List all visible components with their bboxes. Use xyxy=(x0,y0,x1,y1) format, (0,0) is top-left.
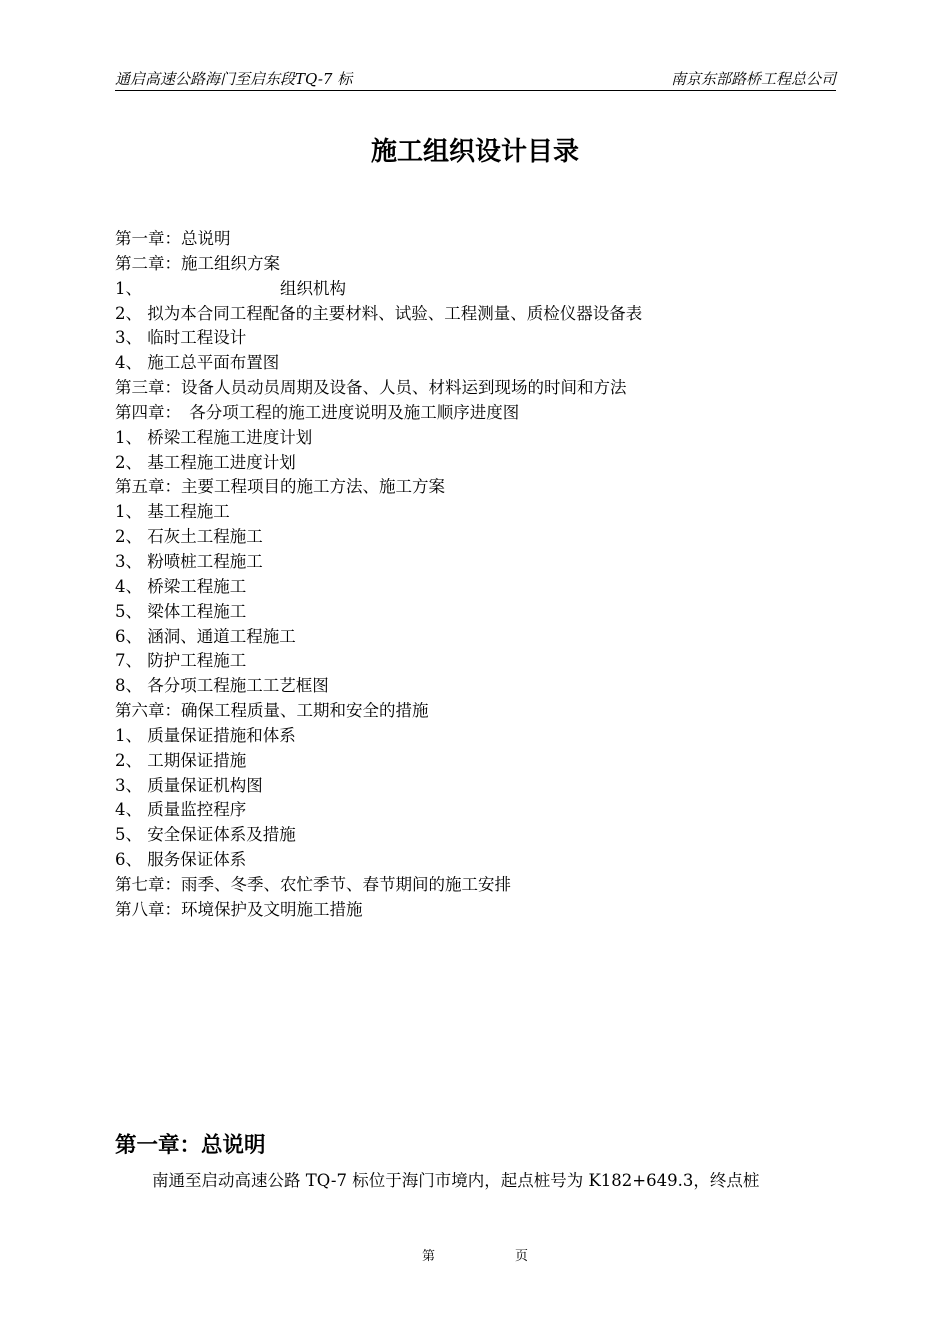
toc-entry-number: 7、 xyxy=(115,651,142,671)
toc-entry-number: 6、 xyxy=(115,626,142,646)
toc-entry xyxy=(115,898,840,923)
toc-entry-number: 2、 xyxy=(115,452,142,472)
toc-entry-text: 各分项工程施工工艺框图 xyxy=(147,676,329,696)
toc-entry xyxy=(115,525,840,550)
header-company-name: 南京东部路桥工程总公司 xyxy=(670,70,836,88)
toc-entry-text: 基工程施工 xyxy=(147,502,230,522)
toc-entry-text: 服务保证体系 xyxy=(147,850,247,870)
toc-entry-text: 第八章：环境保护及文明施工措施 xyxy=(115,899,363,919)
toc-entry xyxy=(115,451,840,476)
toc-entry xyxy=(115,401,840,426)
toc-entry xyxy=(115,302,840,327)
toc-entry xyxy=(115,550,840,575)
table-of-contents xyxy=(115,227,840,923)
toc-entry-text: 桥梁工程施工进度计划 xyxy=(147,427,313,447)
toc-entry-text: 粉喷桩工程施工 xyxy=(147,551,263,571)
toc-entry xyxy=(115,774,840,799)
toc-entry xyxy=(115,252,840,277)
toc-entry-text: 梁体工程施工 xyxy=(147,601,247,621)
toc-entry xyxy=(115,277,840,302)
toc-entry-text: 第四章： 各分项工程的施工进度说明及施工顺序进度图 xyxy=(115,402,520,422)
toc-entry-number: 4、 xyxy=(115,353,142,373)
toc-entry-number: 2、 xyxy=(115,750,142,770)
toc-entry-text: 施工总平面布置图 xyxy=(147,353,280,373)
toc-entry-number: 2、 xyxy=(115,527,142,547)
toc-entry xyxy=(115,326,840,351)
toc-entry xyxy=(115,699,840,724)
toc-entry-text: 组织机构 xyxy=(280,278,346,298)
toc-entry-number: 5、 xyxy=(115,825,142,845)
toc-entry-text: 第三章：设备人员动员周期及设备、人员、材料运到现场的时间和方法 xyxy=(115,378,627,398)
toc-entry-number: 1、 xyxy=(115,725,142,745)
toc-entry-number: 1、 xyxy=(115,278,142,298)
toc-entry-text: 第一章：总说明 xyxy=(115,229,231,248)
chapter-heading: 第一章：总说明 xyxy=(115,1133,266,1158)
toc-entry-text: 第七章：雨季、冬季、农忙季节、春节期间的施工安排 xyxy=(115,874,511,894)
toc-entry xyxy=(115,823,840,848)
toc-entry-number: 3、 xyxy=(115,775,142,795)
toc-entry-number: 1、 xyxy=(115,502,142,522)
toc-entry xyxy=(115,749,840,774)
toc-entry-text: 工期保证措施 xyxy=(147,750,247,770)
page-header xyxy=(115,68,836,91)
toc-entry xyxy=(115,674,840,699)
toc-entry-text: 涵洞、通道工程施工 xyxy=(147,626,296,646)
toc-entry-text: 临时工程设计 xyxy=(147,328,247,348)
toc-entry xyxy=(115,575,840,600)
toc-entry xyxy=(115,475,840,500)
body-paragraph: 南通至启动高速公路 TQ-7 标位于海门市境内，起点桩号为 K182+649.3，终点桩 xyxy=(152,1171,760,1190)
toc-entry-number: 3、 xyxy=(115,551,142,571)
toc-entry-text: 质量保证机构图 xyxy=(147,775,263,795)
toc-entry xyxy=(115,500,840,525)
toc-entry xyxy=(115,227,840,252)
footer-page-suffix: 页 xyxy=(515,1249,529,1264)
toc-entry-text: 拟为本合同工程配备的主要材料、试验、工程测量、质检仪器设备表 xyxy=(147,303,643,323)
toc-entry-text: 防护工程施工 xyxy=(147,651,247,671)
document-title: 施工组织设计目录 xyxy=(370,137,579,167)
toc-entry xyxy=(115,351,840,376)
toc-entry-text: 第五章：主要工程项目的施工方法、施工方案 xyxy=(115,477,445,497)
toc-entry xyxy=(115,625,840,650)
toc-entry-text: 质量监控程序 xyxy=(147,800,247,820)
toc-entry xyxy=(115,426,840,451)
toc-entry xyxy=(115,724,840,749)
toc-entry xyxy=(115,600,840,625)
toc-entry xyxy=(115,376,840,401)
toc-entry-text: 质量保证措施和体系 xyxy=(147,725,296,745)
toc-entry xyxy=(115,873,840,898)
toc-entry-number: 4、 xyxy=(115,800,142,820)
toc-entry-number: 5、 xyxy=(115,601,142,621)
toc-entry-number: 2、 xyxy=(115,303,142,323)
header-project-name: 通启高速公路海门至启东段TQ-7 标 xyxy=(115,70,353,88)
toc-entry-text: 桥梁工程施工 xyxy=(147,576,247,596)
toc-entry-number: 1、 xyxy=(115,427,142,447)
toc-entry xyxy=(115,798,840,823)
toc-entry-text: 第二章：施工组织方案 xyxy=(115,253,280,273)
toc-entry-number: 4、 xyxy=(115,576,142,596)
toc-entry-number: 8、 xyxy=(115,676,142,696)
toc-entry-number: 6、 xyxy=(115,850,142,870)
toc-entry-number: 3、 xyxy=(115,328,142,348)
toc-entry-text: 第六章：确保工程质量、工期和安全的措施 xyxy=(115,701,429,721)
toc-entry-text: 石灰土工程施工 xyxy=(147,527,263,547)
toc-entry xyxy=(115,848,840,873)
footer-page-prefix: 第 xyxy=(422,1249,436,1264)
toc-entry xyxy=(115,649,840,674)
toc-entry-text: 基工程施工进度计划 xyxy=(147,452,296,472)
toc-entry-text: 安全保证体系及措施 xyxy=(147,825,296,845)
